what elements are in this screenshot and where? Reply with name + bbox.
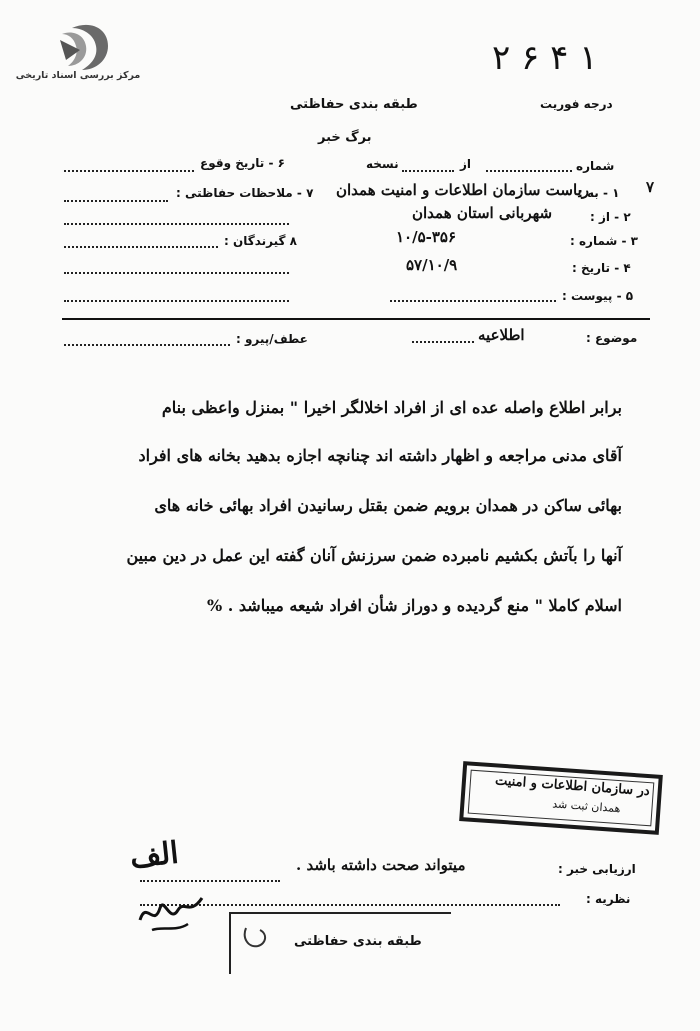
row0-number-label: شماره <box>576 159 615 173</box>
dotted-line <box>402 170 454 172</box>
row1-label: ۱ - به : <box>578 186 620 200</box>
subject-value: اطلاعیه <box>478 326 525 344</box>
row3-value: ۱۰/۵-۳۵۶ <box>396 228 457 246</box>
row0-date-label: ۶ - تاریخ وقوع <box>200 156 285 170</box>
row2-value: شهربانی استان همدان <box>412 204 553 222</box>
form-title: برگ خبر <box>318 130 372 145</box>
row1-note: ۷ - ملاحظات حفاظتی : <box>176 186 314 200</box>
box-mark-icon <box>238 918 278 958</box>
row3-recipients-label: ۸ گیرندگان : <box>224 234 297 248</box>
opinion-label: نظریه : <box>586 892 631 906</box>
footer-classification: طبقه بندی حفاظتی <box>294 934 422 949</box>
dotted-line <box>64 170 194 172</box>
row1-value: ریاست سازمان اطلاعات و امنیت همدان <box>336 181 589 199</box>
registration-stamp <box>459 761 663 835</box>
stamp-line-1: در سازمان اطلاعات و امنیت <box>494 773 651 800</box>
row4-label: ۴ - تاریخ : <box>572 261 631 275</box>
row4-value: ۵۷/۱۰/۹ <box>406 256 458 274</box>
dotted-line <box>64 200 168 202</box>
stamp-line-2: همدان ثبت شد <box>551 797 621 816</box>
header-divider <box>62 318 650 320</box>
evaluation-value: میتواند صحت داشته باشد . <box>296 856 466 874</box>
dotted-line <box>64 223 289 225</box>
priority-label: درجه فوریت <box>540 97 613 111</box>
evaluation-label: ارزیابی خبر : <box>558 862 636 876</box>
row0-from-label: از <box>460 157 472 171</box>
dotted-line <box>64 300 289 302</box>
dotted-line <box>64 246 218 248</box>
archive-logo-caption: مرکز بررسی اسناد تاریخی <box>15 70 141 81</box>
body-line-1: برابر اطلاع واصله عده ای از افراد اخلالگر اخیرا " بمنزل واعظی بنام <box>161 398 622 417</box>
body-line-5: اسلام کاملا " منع گردیده و دوراز شأن افراد شیعه میباشد . % <box>206 596 622 615</box>
dotted-line <box>486 170 572 172</box>
dotted-line <box>64 272 289 274</box>
row5-label: ۵ - پیوست : <box>562 289 634 303</box>
reference-label: عطف/پیرو : <box>236 332 308 346</box>
row1-number: ۷ <box>646 178 655 196</box>
subject-label: موضوع : <box>586 331 638 345</box>
classification-header: طبقه بندی حفاظتی <box>290 97 418 112</box>
signature-icon <box>132 880 212 940</box>
body-line-2: آقای مدنی مراجعه و اظهار داشته اند چنانچه اجازه بدهید بخانه های افراد <box>138 446 622 465</box>
dotted-line <box>390 300 556 302</box>
document-number: ۲ ۶ ۴ ۱ <box>492 38 598 78</box>
handwritten-note: الف <box>128 835 181 876</box>
dotted-line <box>64 344 230 346</box>
body-line-3: بهائی ساکن در همدان برویم ضمن بقتل رسانیدن افراد بهائی خانه های <box>154 496 622 515</box>
row2-label: ۲ - از : <box>590 210 631 224</box>
dotted-line <box>412 341 474 343</box>
row3-label: ۳ - شماره : <box>570 234 638 248</box>
body-line-4: آنها را بآتش بکشیم نامبرده ضمن سرزنش آنان گفته این عمل در دین مبین <box>126 546 622 565</box>
row0-copy-label: نسخه <box>366 157 399 171</box>
